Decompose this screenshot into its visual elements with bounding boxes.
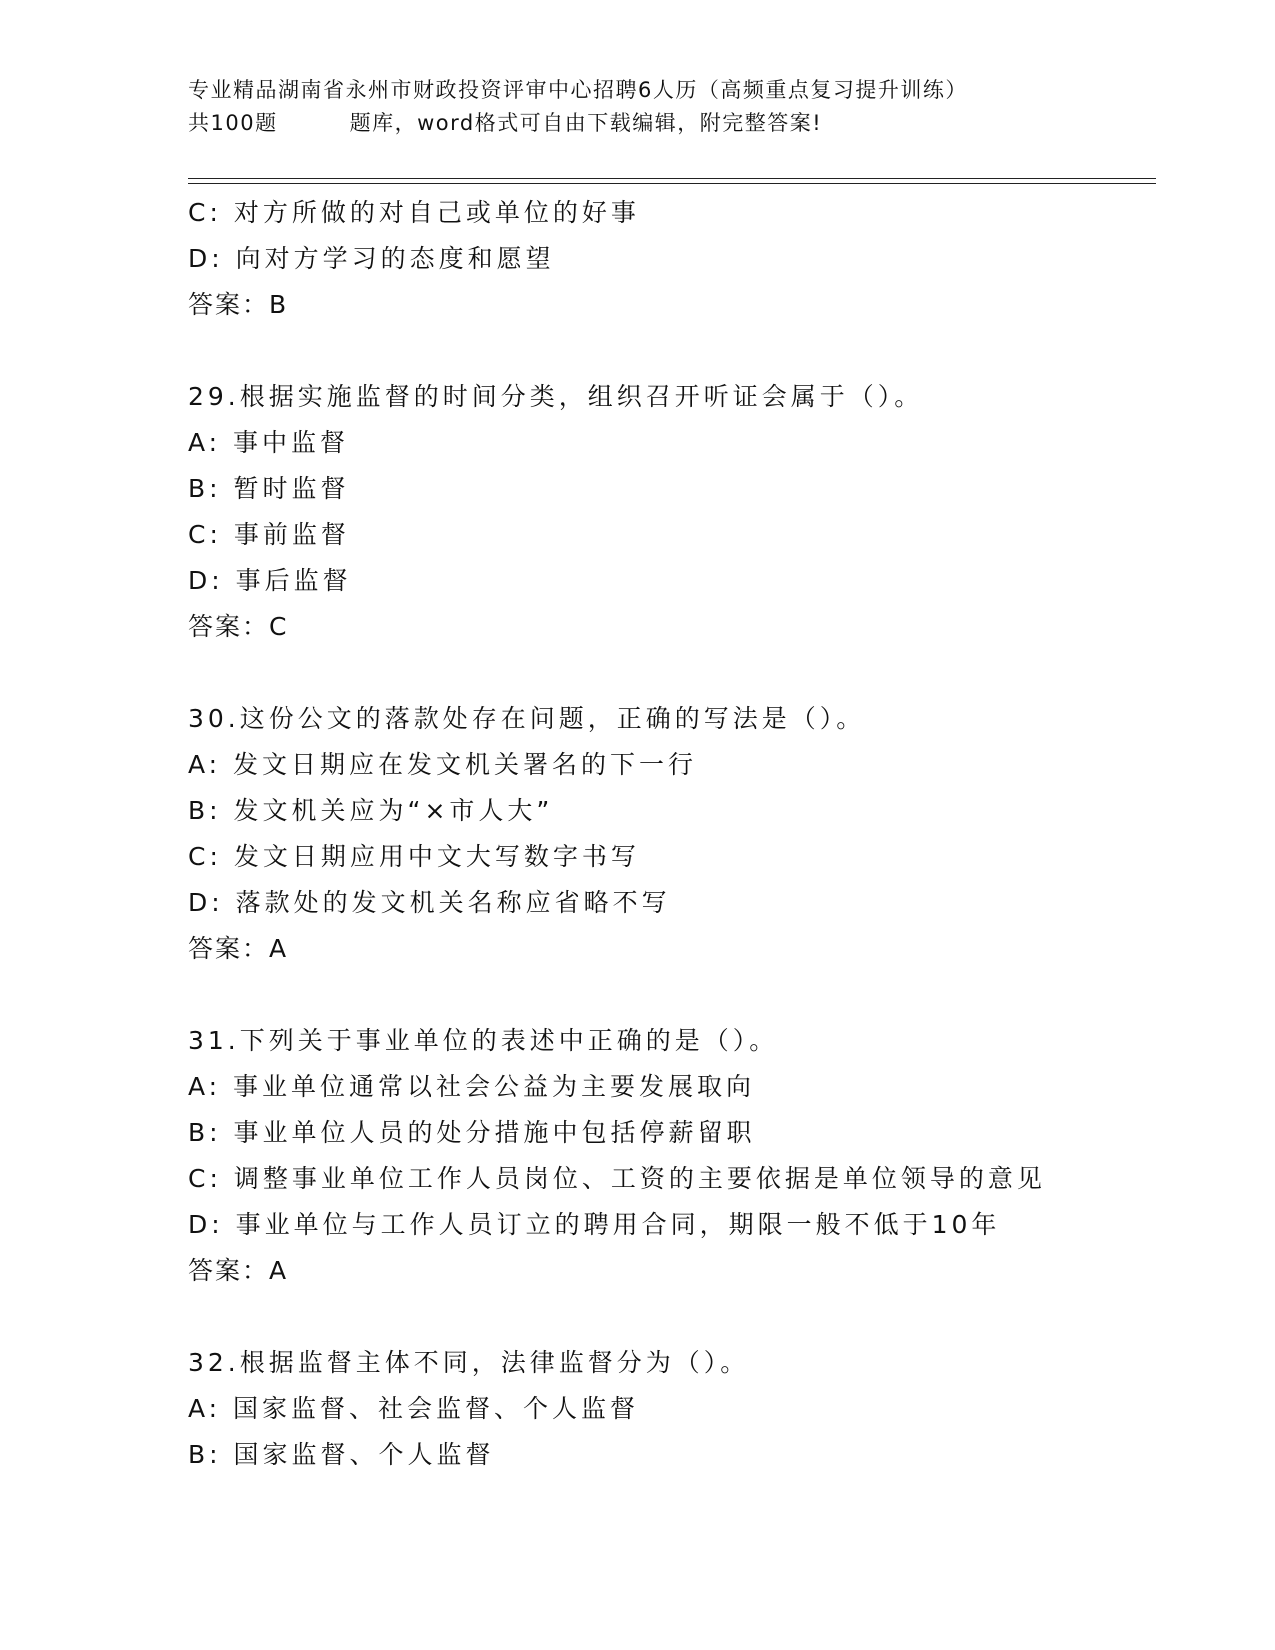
question-list [188,190,1148,1478]
header-title-line: 专业精品湖南省永州市财政投资评审中心招聘6人历（高频重点复习提升训练） [188,78,968,102]
answer-line: 答案：A [188,1256,289,1285]
option-a: A: 事中监督 [188,428,350,457]
option-a: A: 国家监督、社会监督、个人监督 [188,1394,640,1423]
header-question-count: 共100题 [188,111,278,135]
option-d: D: 向对方学习的态度和愿望 [188,244,555,273]
question-stem: 31.下列关于事业单位的表述中正确的是（）。 [188,1026,779,1055]
option-c: C: 事前监督 [188,520,350,549]
option-d: D: 事业单位与工作人员订立的聘用合同，期限一般不低于10年 [188,1210,1001,1239]
option-b: B: 国家监督、个人监督 [188,1440,495,1469]
option-a: A: 发文日期应在发文机关署名的下一行 [188,750,698,779]
question-block-32 [188,1340,1148,1478]
option-c: C: 对方所做的对自己或单位的好事 [188,198,640,227]
option-c: C: 发文日期应用中文大写数字书写 [188,842,640,871]
option-b: B: 事业单位人员的处分措施中包括停薪留职 [188,1118,756,1147]
answer-line: 答案：A [188,934,289,963]
header-subtitle-line [188,107,1148,140]
option-b: B: 暂时监督 [188,474,350,503]
question-stem: 30.这份公文的落款处存在问题，正确的写法是（）。 [188,704,866,733]
answer-line: 答案：C [188,612,289,641]
answer-line: 答案：B [188,290,289,319]
header-description: 题库，word格式可自由下载编辑，附完整答案! [349,111,823,135]
header-divider-bottom [188,183,1156,184]
option-d: D: 事后监督 [188,566,352,595]
option-c: C: 调整事业单位工作人员岗位、工资的主要依据是单位领导的意见 [188,1164,1046,1193]
question-block-31 [188,1018,1148,1294]
option-d: D: 落款处的发文机关名称应省略不写 [188,888,671,917]
question-block-29 [188,374,1148,650]
question-stem: 32.根据监督主体不同，法律监督分为（）。 [188,1348,750,1377]
option-b: B: 发文机关应为“×市人大” [188,796,554,825]
header-divider-top [188,178,1156,179]
question-block-30 [188,696,1148,972]
question-block-partial [188,190,1148,328]
option-a: A: 事业单位通常以社会公益为主要发展取向 [188,1072,756,1101]
document-header [188,74,1148,140]
question-stem: 29.根据实施监督的时间分类，组织召开听证会属于（）。 [188,382,924,411]
